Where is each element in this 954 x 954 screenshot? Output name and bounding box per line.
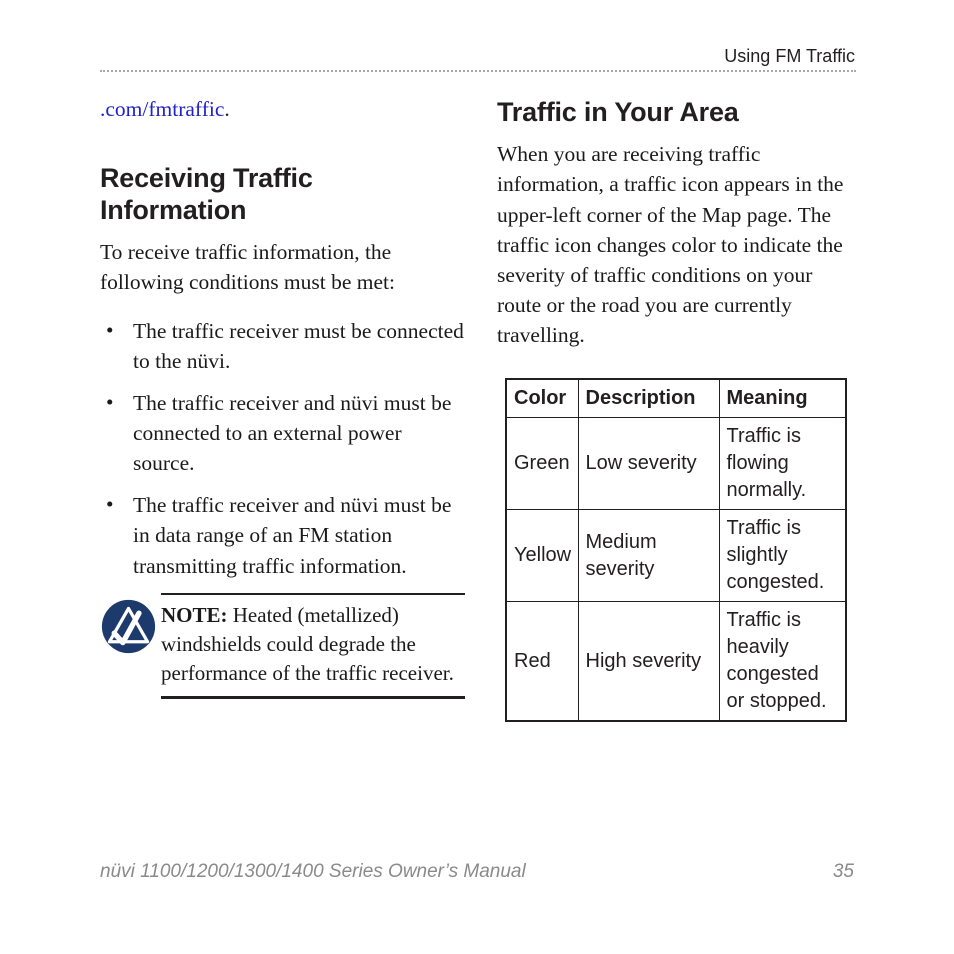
traffic-severity-table bbox=[505, 378, 847, 722]
list-item-text: The traffic receiver and nüvi must be in data range of an FM station transmitting traffic information. bbox=[133, 493, 452, 578]
url-fragment-line bbox=[100, 96, 465, 124]
table-row bbox=[506, 510, 846, 602]
left-column bbox=[100, 96, 465, 699]
footer-manual-title: nüvi 1100/1200/1300/1400 Series Owner’s Manual bbox=[100, 861, 526, 882]
section-heading-receiving-traffic: Receiving Traffic Information bbox=[100, 162, 313, 226]
list-item-text: The traffic receiver must be connected to the nüvi. bbox=[133, 318, 464, 373]
note-block bbox=[100, 593, 465, 699]
note-label: NOTE: bbox=[161, 602, 228, 627]
header-dotted-rule bbox=[100, 70, 856, 72]
cell-meaning: Traffic is heavily congested or stopped. bbox=[719, 602, 846, 722]
list-item bbox=[100, 388, 465, 478]
link-trailing-period: . bbox=[224, 97, 230, 121]
note-triangle-check-icon bbox=[100, 598, 157, 660]
list-item bbox=[100, 490, 465, 580]
note-text bbox=[161, 593, 465, 699]
traffic-area-paragraph: When you are receiving traffic information, a traffic icon appears in the upper-left corner of the Map page. The traffic icon changes color to indicate the severity of traffic conditions on your route or the road you are currently travelling. bbox=[497, 142, 844, 347]
cell-color-red: Red bbox=[506, 602, 578, 722]
intro-paragraph: To receive traffic information, the following conditions must be met: bbox=[100, 239, 396, 294]
bullet-icon: • bbox=[106, 390, 114, 415]
cell-color-green: Green bbox=[506, 418, 578, 510]
cell-description: High severity bbox=[578, 602, 719, 722]
cell-meaning: Traffic is flowing normally. bbox=[719, 418, 846, 510]
list-item bbox=[100, 316, 465, 376]
note-body: Heated (metallized) windshields could degrade the performance of the traffic receiver. bbox=[161, 602, 454, 685]
list-item-text: The traffic receiver and nüvi must be connected to an external power source. bbox=[133, 391, 452, 476]
column-header-meaning: Meaning bbox=[719, 379, 846, 418]
cell-description: Medium severity bbox=[578, 510, 719, 602]
right-column bbox=[497, 96, 857, 722]
cell-description: Low severity bbox=[578, 418, 719, 510]
conditions-list bbox=[100, 316, 465, 581]
column-header-color: Color bbox=[506, 379, 578, 418]
fmtraffic-link[interactable]: .com/fmtraffic bbox=[100, 97, 225, 121]
table-row bbox=[506, 418, 846, 510]
bullet-icon: • bbox=[106, 492, 114, 517]
section-heading-traffic-in-your-area: Traffic in Your Area bbox=[497, 97, 739, 127]
cell-color-yellow: Yellow bbox=[506, 510, 578, 602]
table-header-row bbox=[506, 379, 846, 418]
cell-meaning: Traffic is slightly congested. bbox=[719, 510, 846, 602]
bullet-icon: • bbox=[106, 317, 114, 342]
column-header-description: Description bbox=[578, 379, 719, 418]
table-row bbox=[506, 602, 846, 722]
footer-page-number: 35 bbox=[832, 861, 854, 882]
page-header: Using FM Traffic bbox=[724, 46, 855, 66]
